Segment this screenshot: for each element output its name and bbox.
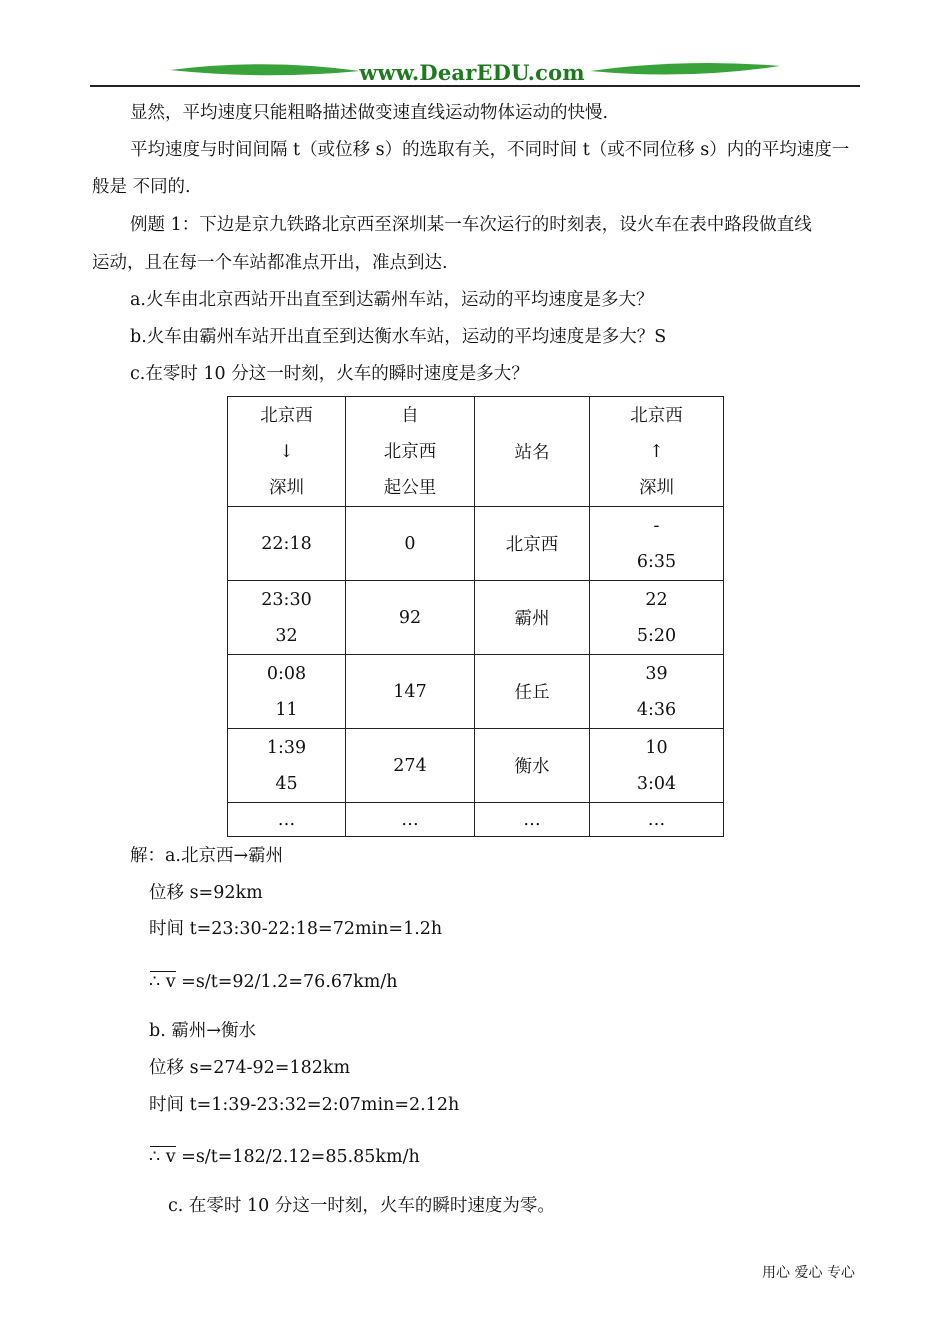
solution-time-b: 时间 t=1:39-23:32=2:07min=2.12h [149,1095,460,1115]
left-swoosh-decoration [170,62,360,78]
down-time-cell: 22:18 [228,507,346,581]
solution-velocity-b: ∴ v =s/t=182/2.12=85.85km/h [149,1147,420,1167]
solution-part-b-heading: b. 霸州→衡水 [149,1021,256,1041]
solution-velocity-a: ∴ v =s/t=92/1.2=76.67km/h [149,972,398,992]
header-up-direction: 北京西 ↑ 深圳 [590,397,724,507]
table-row [228,507,724,581]
up-time-cell: 39 4:36 [590,655,724,729]
station-cell: 衡水 [475,729,590,803]
ellipsis-cell: … [475,803,590,837]
ellipsis-cell: … [346,803,475,837]
question-b: b.火车由霸州车站开出直至到达衡水车站，运动的平均速度是多大？S [130,327,667,347]
right-swoosh-decoration [590,62,780,78]
table-header-row [228,397,724,507]
site-logo[interactable]: www.DearEDU.com [359,60,585,85]
solution-part-c: c. 在零时 10 分这一时刻，火车的瞬时速度为零。 [168,1196,555,1216]
train-timetable [227,396,724,837]
table-row [228,655,724,729]
average-velocity-symbol: ∴ v [149,1147,176,1167]
down-time-cell: 23:30 32 [228,581,346,655]
question-c: c.在零时 10 分这一时刻，火车的瞬时速度是多大？ [130,364,529,384]
paragraph-1: 显然，平均速度只能粗略描述做变速直线运动物体运动的快慢. [130,103,609,123]
station-cell: 任丘 [475,655,590,729]
table-row [228,581,724,655]
station-cell: 北京西 [475,507,590,581]
solution-displacement-b: 位移 s=274-92=182km [149,1058,351,1078]
down-arrow-icon: ↓ [279,441,294,462]
example-line-1: 例题 1：下边是京九铁路北京西至深圳某一车次运行的时刻表，设火车在表中路段做直线 [130,215,812,235]
header-down-direction: 北京西 ↓ 深圳 [228,397,346,507]
up-arrow-icon: ↑ [649,441,664,462]
distance-cell: 274 [346,729,475,803]
up-time-cell: 10 3:04 [590,729,724,803]
page-header [90,56,860,90]
solution-heading: 解：a.北京西→霸州 [130,846,284,866]
paragraph-2-line-1: 平均速度与时间间隔 t（或位移 s）的选取有关，不同时间 t（或不同位移 s）内的平均速度一 [130,140,850,160]
down-time-cell: 1:39 45 [228,729,346,803]
question-a: a.火车由北京西站开出直至到达霸州车站，运动的平均速度是多大？ [130,290,654,310]
header-station: 站名 [475,397,590,507]
solution-time-a: 时间 t=23:30-22:18=72min=1.2h [149,919,443,939]
page-footer: 用心 爱心 专心 [762,1265,855,1281]
ellipsis-cell: … [228,803,346,837]
distance-cell: 92 [346,581,475,655]
average-velocity-symbol: ∴ v [149,972,176,992]
station-cell: 霸州 [475,581,590,655]
example-line-2: 运动，且在每一个车站都准点开出，准点到达. [92,253,448,273]
header-rule [90,85,860,87]
header-distance: 自 北京西 起公里 [346,397,475,507]
table-row [228,729,724,803]
up-time-cell: 22 5:20 [590,581,724,655]
distance-cell: 0 [346,507,475,581]
solution-displacement-a: 位移 s=92km [149,883,263,903]
ellipsis-cell: … [590,803,724,837]
down-time-cell: 0:08 11 [228,655,346,729]
table-row-ellipsis [228,803,724,837]
distance-cell: 147 [346,655,475,729]
paragraph-2-line-2: 般是 不同的. [92,177,191,197]
up-time-cell: - 6:35 [590,507,724,581]
